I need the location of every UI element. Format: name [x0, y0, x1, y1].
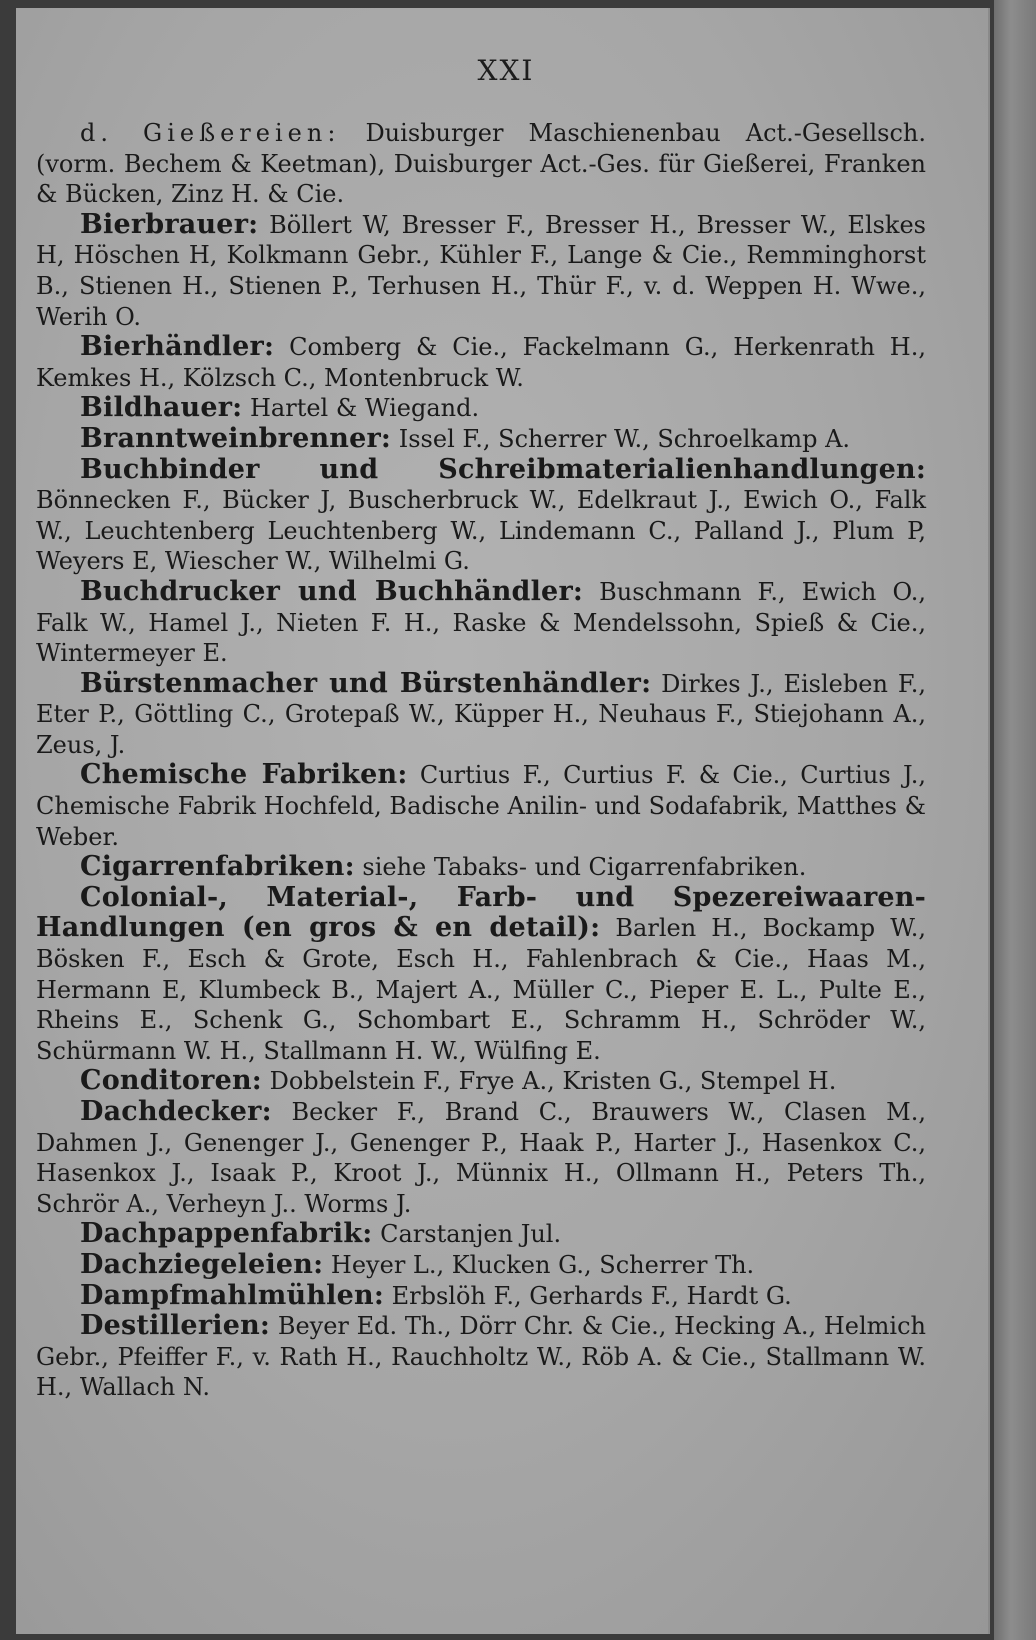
category-label: Dachpappenfabrik: — [80, 1218, 373, 1250]
page-number: XXI — [477, 54, 535, 87]
entry-names: Carstanjen Jul. — [380, 1220, 562, 1249]
category-label: Bierbrauer: — [80, 208, 259, 240]
category-label: Bürstenmacher und Bürstenhändler: — [80, 667, 652, 699]
entry-bierbrauer — [36, 210, 926, 332]
entry-buerstenmacher — [36, 669, 926, 761]
entry-destillerien — [36, 1311, 926, 1403]
entry-bierhaendler — [36, 332, 926, 393]
entry-cigarrenfabriken — [36, 852, 926, 883]
entry-names: Bönnecken F., Bücker J, Buscherbruck W., Edelkraut J., Ewich O., Falk W., Leuchtenberg Leuchtenberg W., Lindemann C., Palland J., Plum P, Weyers E, Wiescher W., Wilhelmi G. — [36, 486, 926, 576]
entry-names: Böllert W, Bresser F., Bresser H., Bresser W., Elskes H, Höschen H, Kolkmann Gebr., Kühler F., Lange & Cie., Remminghorst B., Stienen H., Stienen P., Terhusen H., Thür F., v. d. Weppen H. Wwe., Werih O. — [36, 210, 926, 331]
entry-colonialwaaren — [36, 883, 926, 1067]
category-label: Buchdrucker und Buchhändler: — [80, 575, 584, 607]
entry-branntweinbrenner — [36, 424, 926, 455]
category-label: Buchbinder und Schreibmaterialienhandlungen: — [80, 453, 926, 485]
category-label: Colonial-, Material-, Farb- und Spezereiwaaren-Handlungen (en gros & en detail): — [36, 881, 926, 944]
entry-names: Comberg & Cie., Fackelmann G., Herkenrath H., Kemkes H., Kölzsch C., Montenbruck W. — [36, 333, 926, 392]
entry-dachdecker — [36, 1097, 926, 1219]
entry-bildhauer — [36, 393, 926, 424]
category-label: Bierhändler: — [80, 331, 275, 363]
entry-dampfmahlmuehlen — [36, 1281, 926, 1312]
category-label: Chemische Fabriken: — [80, 759, 408, 791]
category-label: Dachdecker: — [80, 1096, 272, 1127]
category-label: d. Gießereien: — [80, 119, 341, 147]
entry-names: Buschmann F., Ewich O., Falk W., Hamel J., Nieten F. H., Raske & Mendelssohn, Spieß & Cie., Wintermeyer E. — [36, 577, 926, 668]
entry-chemische-fabriken — [36, 760, 926, 852]
entry-names: Issel F., Scherrer W., Schroelkamp A. — [398, 424, 851, 453]
category-label: Destillerien: — [80, 1310, 271, 1342]
category-label: Dampfmahlmühlen: — [80, 1279, 384, 1311]
entry-buchdrucker — [36, 577, 926, 669]
entry-names: Erbslöh F., Gerhards F., Hardt G. — [391, 1281, 792, 1310]
category-label: Dachziegeleien: — [80, 1248, 324, 1280]
entry-names: Heyer L., Klucken G., Scherrer Th. — [330, 1250, 755, 1279]
entry-names: Barlen H., Bockamp W., Bösken F., Esch & Grote, Esch H., Fahlenbrach & Cie., Haas M., Hermann E, Klumbeck B., Majert A., Müller C., Pieper E. L., Pulte E., Rheins E., Schenk G., Schombart E., Schramm H., Schröder W., Schürmann W. H., Stallmann H. W., Wülfing E. — [36, 914, 927, 1065]
category-label: Conditoren: — [80, 1065, 262, 1097]
book-edge — [994, 0, 1036, 1640]
entry-names: Becker F., Brand C., Brauwers W., Clasen M., Dahmen J., Genenger J., Genenger P., Haak P., Harter J., Hasenkox C., Hasenkox J., Isaak P., Kroot J., Münnix H., Ollmann H., Peters Th., Schrör A., Verheyn J.. Worms J. — [36, 1098, 926, 1218]
category-label: Cigarrenfabriken: — [80, 851, 355, 883]
entry-names: Dobbelstein F., Frye A., Kristen G., Stempel H. — [269, 1067, 837, 1096]
entry-names: Hartel & Wiegand. — [249, 394, 480, 423]
directory-listing — [36, 118, 926, 1403]
entry-giessereien — [36, 118, 926, 210]
entry-names: Curtius F., Curtius F. & Cie., Curtius J., Chemische Fabrik Hochfeld, Badische Anilin- und Sodafabrik, Matthes & Weber. — [36, 761, 926, 851]
entry-names: Duisburger Maschienenbau Act.-Gesellsch. (vorm. Bechem & Keetman), Duisburger Act.-Ges. für Gießerei, Franken & Bücken, Zinz H. & Cie. — [36, 119, 926, 209]
entry-dachziegeleien — [36, 1250, 926, 1281]
entry-names: siehe Tabaks- und Cigarrenfabriken. — [362, 853, 807, 882]
entry-names: Dirkes J., Eisleben F., Eter P., Göttling C., Grotepaß W., Küpper H., Neuhaus F., Stiejohann A., Zeus, J. — [36, 669, 926, 759]
category-label: Bildhauer: — [80, 392, 243, 424]
category-label: Branntweinbrenner: — [80, 422, 392, 454]
entry-dachpappenfabrik — [36, 1219, 926, 1250]
entry-buchbinder — [36, 455, 926, 577]
book-page — [16, 8, 988, 1634]
entry-names: Beyer Ed. Th., Dörr Chr. & Cie., Hecking A., Helmich Gebr., Pfeiffer F., v. Rath H., Rauchholtz W., Röb A. & Cie., Stallmann W. H., Wallach N. — [36, 1312, 926, 1402]
entry-conditoren — [36, 1066, 926, 1097]
